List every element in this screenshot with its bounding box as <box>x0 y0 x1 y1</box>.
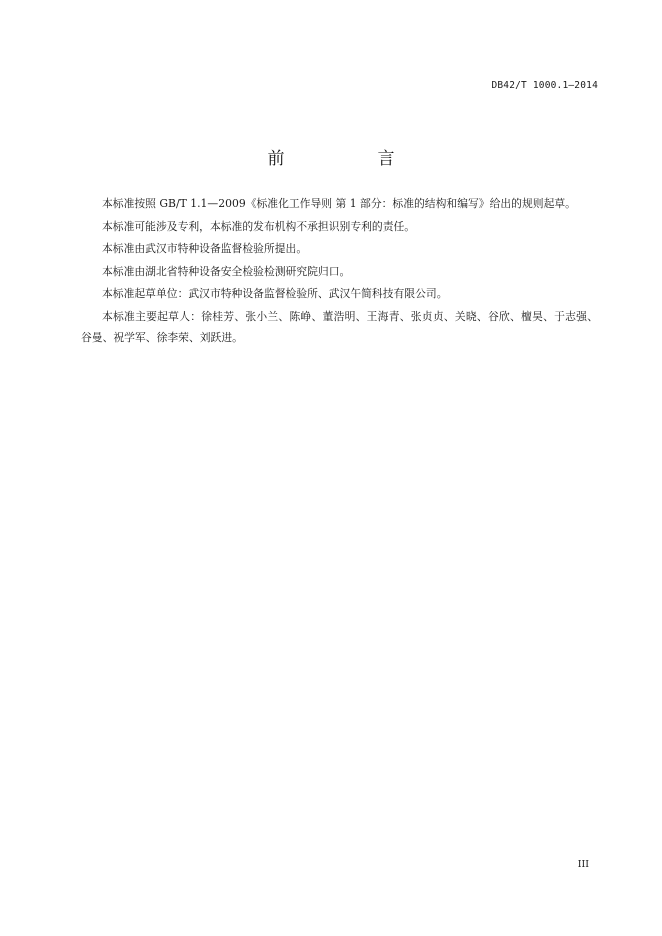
page-number: III <box>577 859 589 870</box>
foreword-body <box>81 193 598 348</box>
page-title: 前 言 <box>267 149 433 169</box>
paragraph-centralized-unit: 本标准由湖北省特种设备安全检验检测研究院归口。 <box>102 264 351 278</box>
standard-code: DB42/T 1000.1—2014 <box>491 80 598 91</box>
paragraph-patent-notice: 本标准可能涉及专利，本标准的发布机构不承担识别专利的责任。 <box>102 219 416 233</box>
paragraph-proposer: 本标准由武汉市特种设备监督检验所提出。 <box>102 242 308 255</box>
paragraph-drafting-units: 本标准起草单位：武汉市特种设备监督检验所、武汉午简科技有限公司。 <box>102 287 448 300</box>
paragraph-drafting-rules: 本标准按照 GB/T 1.1—2009《标准化工作导则 第 1 部分：标准的结构和编写》给出的规则起草。 <box>102 197 576 210</box>
paragraph-main-drafters: 本标准主要起草人：徐桂芳、张小兰、陈峥、董浩明、王海青、张贞贞、关晓、谷欣、檀昊、于志强、谷曼、祝学军、徐李荣、刘跃进。 <box>81 309 598 344</box>
